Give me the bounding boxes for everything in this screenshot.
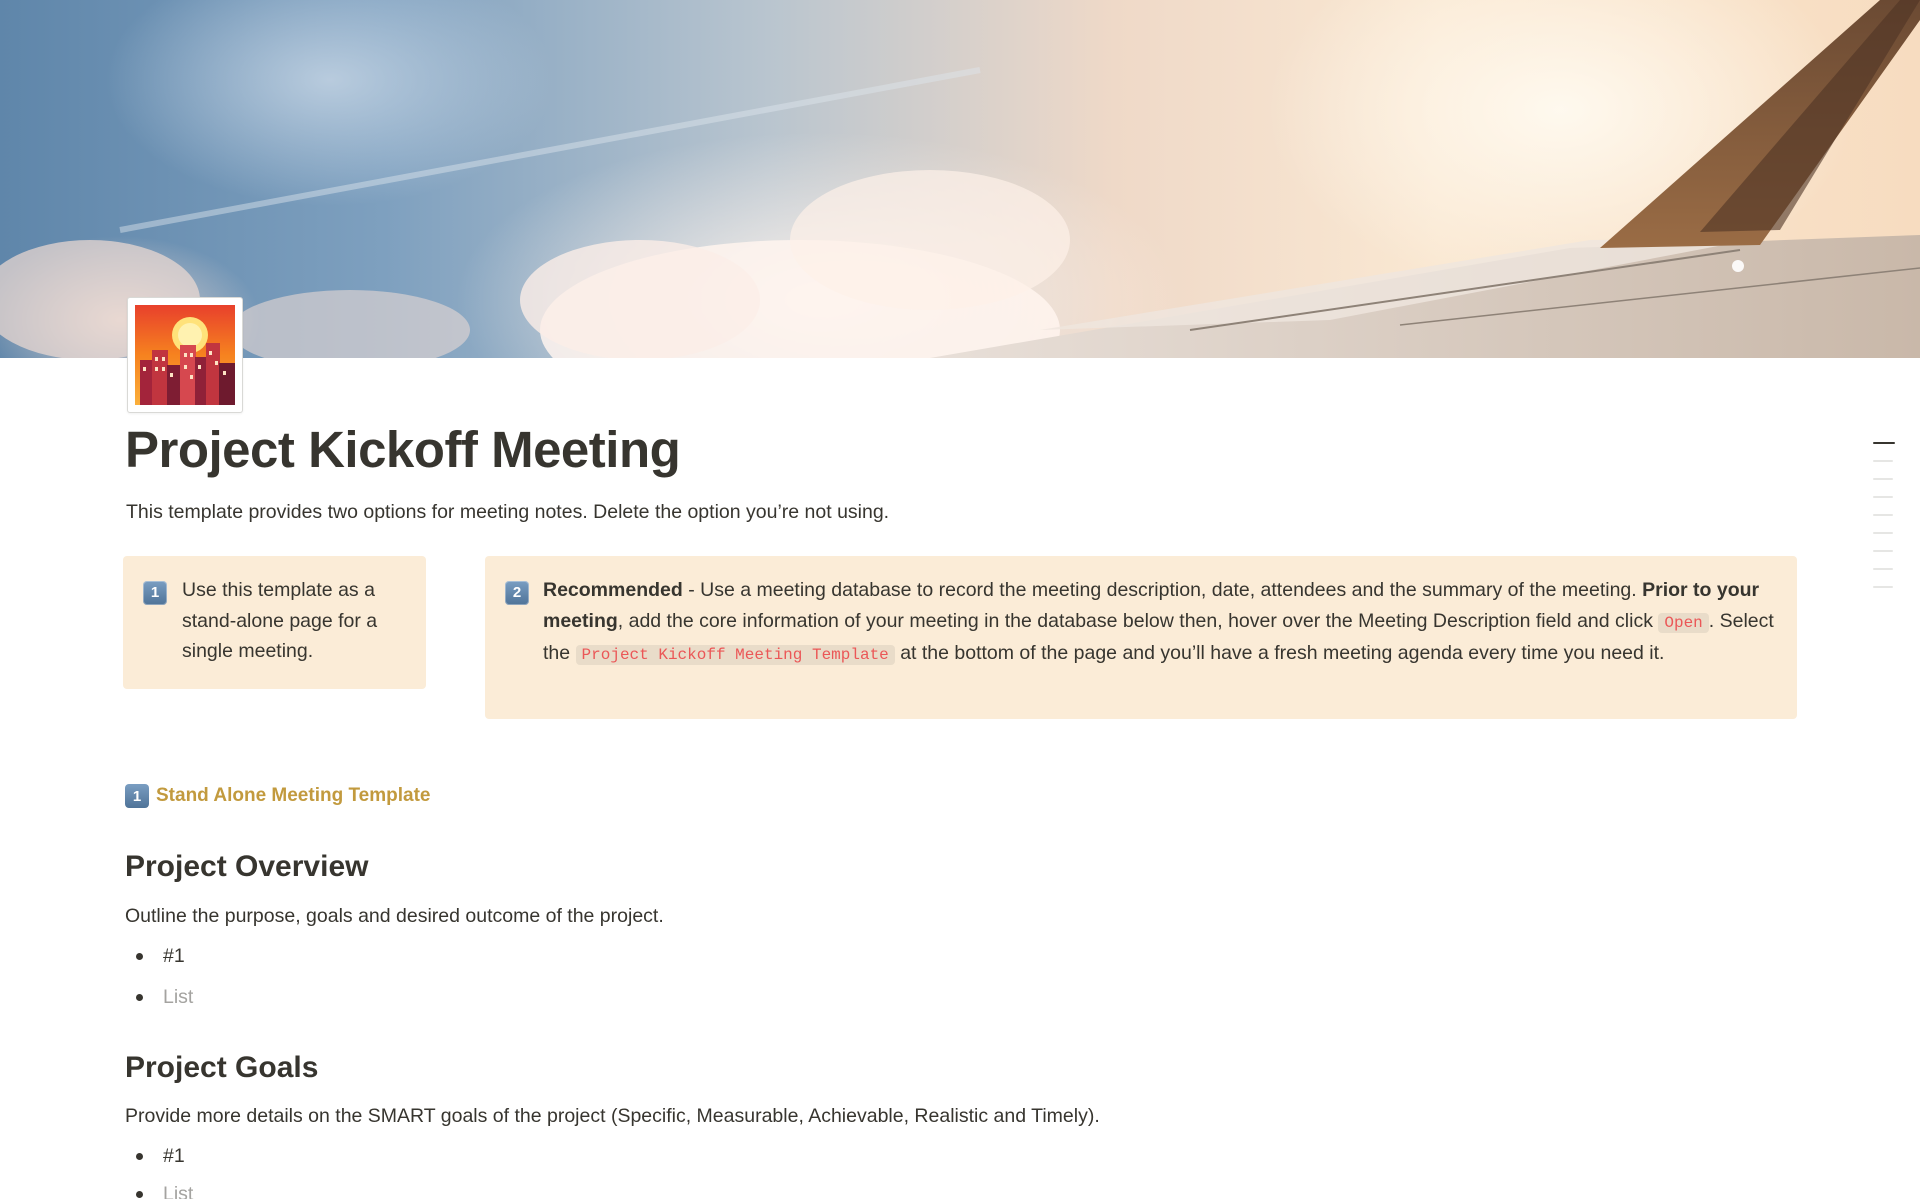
template-name-code: Project Kickoff Meeting Template [576,645,895,665]
page-title[interactable]: Project Kickoff Meeting [125,421,681,478]
outline-tick[interactable] [1873,568,1893,570]
open-code: Open [1658,613,1708,633]
callout-option-2[interactable] [485,556,1797,719]
list-item-text: #1 [163,1145,185,1167]
outline-tick[interactable] [1873,532,1893,534]
list-item-text: List [163,1183,194,1199]
outline-tick[interactable] [1873,478,1893,480]
outline-tick[interactable] [1873,586,1893,588]
callout-option-1-text[interactable]: Use this template as a stand-alone page for a single meeting. [182,579,378,662]
callout-text-3: . Select the [543,609,1774,664]
bullet-icon [136,994,143,1001]
outline-tick[interactable] [1873,514,1893,516]
table-of-contents-outline[interactable] [1873,442,1895,604]
project-overview-heading[interactable]: Project Overview [125,850,369,883]
recommended-label: Recommended [543,579,683,601]
stand-alone-template-label: Stand Alone Meeting Template [156,785,431,806]
project-goals-description[interactable]: Provide more details on the SMART goals of the project (Specific, Measurable, Achievable, Realistic and Timely). [125,1105,1100,1127]
page-icon[interactable] [127,297,243,413]
outline-tick[interactable] [1873,496,1893,498]
bullet-icon [136,1153,143,1160]
callout-option-2-text[interactable] [543,575,1783,671]
list-item-placeholder[interactable] [136,1183,193,1199]
cityscape-sunset-icon [135,305,235,405]
list-item[interactable] [136,1145,185,1168]
outline-tick[interactable] [1873,442,1895,444]
stand-alone-template-link[interactable] [125,784,430,808]
outline-tick[interactable] [1873,550,1893,552]
page-cover[interactable] [0,0,1920,358]
outline-tick[interactable] [1873,460,1893,462]
bullet-icon [136,1191,143,1198]
project-goals-heading[interactable]: Project Goals [125,1051,319,1084]
list-item-text: #1 [163,945,185,967]
list-item-placeholder[interactable] [136,986,193,1009]
keycap-one-icon: 1 [143,581,167,605]
callout-text-2: , add the core information of your meeting in the database below then, hover over the Meeting Description field and click [617,609,1659,632]
project-overview-description[interactable]: Outline the purpose, goals and desired outcome of the project. [125,905,664,927]
callout-option-1[interactable] [123,556,426,689]
keycap-two-icon: 2 [505,581,529,605]
keycap-one-icon: 1 [125,784,149,808]
page-description[interactable]: This template provides two options for meeting notes. Delete the option you’re not using. [126,501,890,523]
list-item[interactable] [136,945,185,968]
bullet-icon [136,953,143,960]
callout-text-4: at the bottom of the page and you’ll have a fresh meeting agenda every time you need it. [894,642,1665,664]
list-item-text: List [163,986,194,1008]
prior-to-meeting-label: Prior to your meeting [543,579,1760,632]
callout-text-1: - Use a meeting database to record the meeting description, date, attendees and the summary of the meeting. [682,579,1643,601]
airplane-wing-icon [0,0,1920,358]
